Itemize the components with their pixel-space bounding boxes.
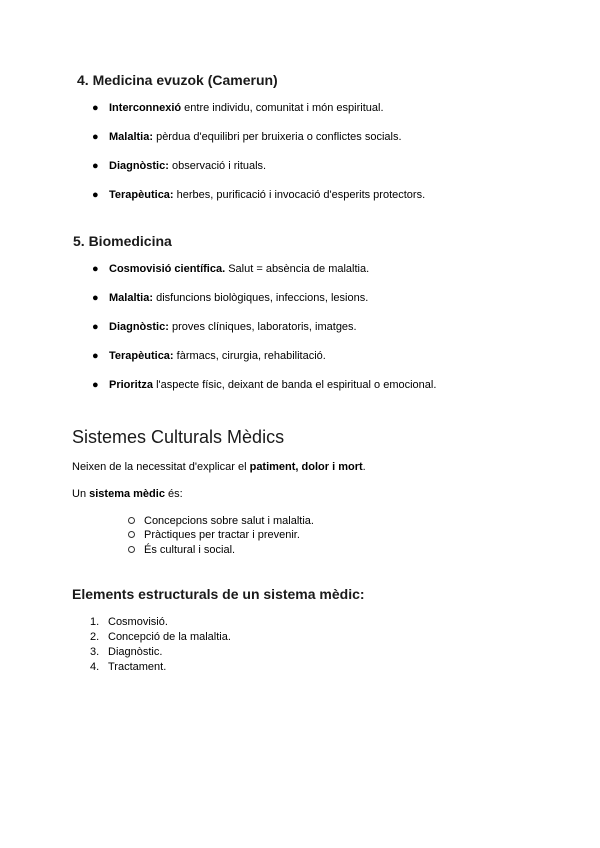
list-item: És cultural i social.: [128, 543, 428, 557]
bullet-icon: ●: [92, 131, 99, 143]
list-item: Pràctiques per tractar i prevenir.: [128, 528, 428, 542]
section-4-title: 4. Medicina evuzok (Camerun): [77, 72, 278, 88]
list-item: 4. Tractament.: [90, 661, 167, 673]
list-item: 3. Diagnòstic.: [90, 646, 163, 658]
bullet-icon: ●: [92, 350, 99, 362]
list-item: ● Diagnòstic: observació i rituals.: [92, 160, 267, 172]
circle-bullet-icon: [128, 517, 135, 524]
bullet-icon: ●: [92, 189, 99, 201]
list-item: Concepcions sobre salut i malaltia.: [128, 514, 428, 528]
bullet-icon: ●: [92, 263, 99, 275]
section-5-title: 5. Biomedicina: [73, 233, 172, 249]
list-item: 1. Cosmovisió.: [90, 616, 168, 628]
list-item: ● Terapèutica: fàrmacs, cirurgia, rehabilitació.: [92, 350, 326, 362]
bullet-icon: ●: [92, 321, 99, 333]
bullet-icon: ●: [92, 102, 99, 114]
list-item: ● Malaltia: pèrdua d'equilibri per bruixeria o conflictes socials.: [92, 131, 402, 143]
paragraph: Neixen de la necessitat d'explicar el patiment, dolor i mort.: [72, 461, 366, 473]
list-item: 2. Concepció de la malaltia.: [90, 631, 231, 643]
circle-bullet-icon: [128, 546, 135, 553]
bullet-icon: ●: [92, 379, 99, 391]
list-item: ● Terapèutica: herbes, purificació i invocació d'esperits protectors.: [92, 189, 426, 201]
page-heading: Sistemes Culturals Mèdics: [72, 427, 285, 447]
list-item: ● Malaltia: disfuncions biològiques, infeccions, lesions.: [92, 292, 369, 304]
list-item: ● Cosmovisió científica. Salut = absència de malaltia.: [92, 263, 370, 275]
section-heading: Elements estructurals de un sistema mèdic:: [72, 586, 365, 602]
circle-bullet-icon: [128, 531, 135, 538]
bullet-icon: ●: [92, 292, 99, 304]
list-item: ● Prioritza l'aspecte físic, deixant de banda el espiritual o emocional.: [92, 379, 437, 391]
paragraph: Un sistema mèdic és:: [72, 488, 183, 500]
list-item: ● Diagnòstic: proves clíniques, laboratoris, imatges.: [92, 321, 357, 333]
bullet-icon: ●: [92, 160, 99, 172]
list-item: ● Interconnexió entre individu, comunitat i món espiritual.: [92, 102, 384, 114]
